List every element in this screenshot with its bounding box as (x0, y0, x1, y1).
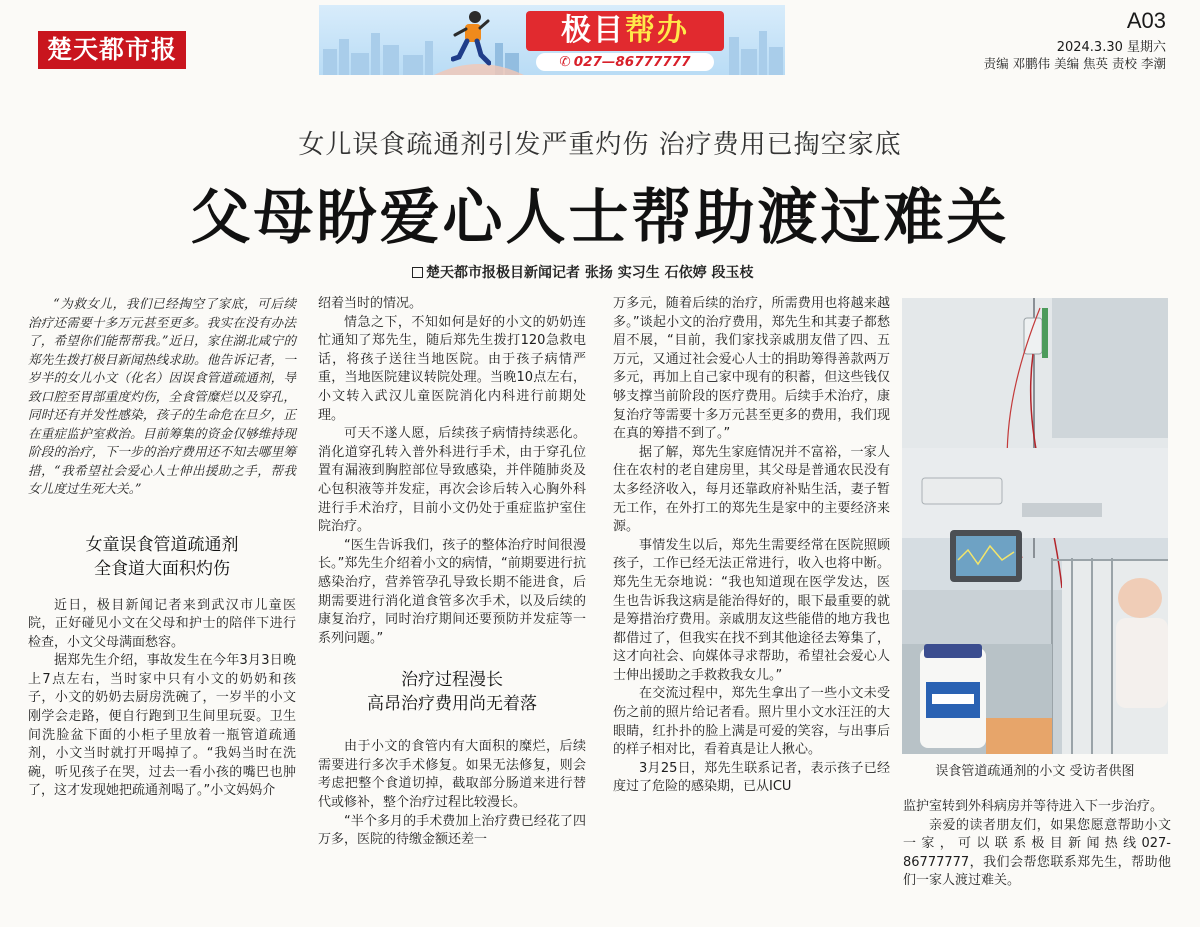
helpdesk-logo (526, 11, 724, 69)
article-column-2 (318, 295, 586, 850)
section-heading-1: 女童误食管道疏通剂 全食道大面积灼伤 (85, 534, 239, 579)
paragraph: 绍着当时的情况。 (318, 296, 423, 311)
paragraph: “半个多月的手术费加上治疗费已经花了四万多，医院的待缴金额还差一 (318, 813, 586, 848)
article-column-1 (28, 295, 296, 801)
article-column-3 (613, 295, 890, 797)
article-subheadline: 女儿误食疏通剂引发严重灼伤 治疗费用已掏空家底 (298, 130, 902, 160)
paragraph: 3月25日，郑先生联系记者，表示孩子已经度过了危险的感染期，已从ICU (613, 760, 890, 795)
square-bullet-icon (412, 267, 423, 278)
editor-credits: 责编 邓鹏伟 美编 焦英 责校 李潮 (983, 56, 1166, 71)
issue-date: 2024.3.30 星期六 (1056, 40, 1166, 55)
article-headline: 父母盼爱心人士帮助渡过难关 (190, 183, 1010, 253)
paragraph: 据了解，郑先生家庭情况并不富裕，一家人住在农村的老自建房里，其父母是普通农民没有太多经济收入，每月还靠政府补贴生活，妻子暂无工作，在外打工的郑先生是家中的主要经济来源。 (613, 444, 890, 535)
hospital-photo (902, 298, 1168, 754)
paragraph: 亲爱的读者朋友们，如果您愿意帮助小文一家，可以联系极目新闻热线027-86777777，我们会帮您联系郑先生，帮助他们一家人渡过难关。 (903, 817, 1171, 889)
paragraph: 情急之下，不知如何是好的小文的奶奶连忙通知了郑先生，随后郑先生拨打120急救电话，将孩子送往当地医院。由于孩子病情严重，当地医院建议转院处理。当晚10点左右，小文转入武汉儿童医院消化内科进行前期处理。 (318, 314, 586, 423)
helpdesk-phone: ✆ 027—86777777 (536, 53, 714, 71)
paragraph: “医生告诉我们，孩子的整体治疗时间很漫长。”郑先生介绍着小文的病情，“前期要进行抗感染治疗，营养管孕孔导致长期不能进食，后期需要进行消化道食管多次手术，以及后续的康复治疗，同时治疗期间还要预防并发症等一系列问题。” (318, 537, 586, 646)
runner-icon (451, 9, 491, 71)
phone-icon: ✆ (559, 54, 571, 70)
masthead-logo: 楚天都市报 (38, 31, 186, 69)
paragraph: 事情发生以后，郑先生需要经常在医院照顾孩子，工作已经无法正常进行，收入也将中断。郑先生无奈地说：“我也知道现在医学发达，医生也告诉我这病是能治得好的，眼下最重要的就是筹措治疗费用。亲戚朋友这些能借的地方我也都借过了，但我实在找不到其他途径去筹集了，这才向社会、向媒体寻求帮助，希望社会爱心人士伸出援助之手救救我女儿。” (613, 537, 890, 683)
page-number: A03 (1126, 8, 1166, 33)
article-intro: “为救女儿，我们已经掏空了家底，可后续治疗还需要十多万元甚至更多。我实在没有办法了，希望你们能帮帮我。”近日，家住湖北咸宁的郑先生拨打极目新闻热线求助。他告诉记者，一岁半的女儿小文（化名）因误食管道疏通剂，导致口腔至胃部重度灼伤，全食管糜烂以及穿孔，同时还有并发性感染，孩子的生命危在旦夕，正在重症监护室救治。目前筹集的资金仅够维持现阶段的治疗，下一步的治疗费用还不知去哪里筹措，“我希望社会爱心人士伸出援助之手，帮我女儿度过生死大关。” (28, 296, 296, 496)
article-byline: 楚天都市报极目新闻记者 张扬 实习生 石依婷 段玉枝 (412, 262, 754, 282)
section-heading-2: 治疗过程漫长 高昂治疗费用尚无着落 (367, 670, 537, 715)
article-column-4 (903, 798, 1171, 891)
paragraph: 可天不遂人愿，后续孩子病情持续恶化。消化道穿孔转入普外科进行手术，由于穿孔位置有漏液到胸腔部位导致感染，并伴随肺炎及心包积液等并发症，再次会诊后转入心胸外科进行手术治疗，目前小文仍处于重症监护室住院治疗。 (318, 426, 586, 535)
paragraph: 在交流过程中，郑先生拿出了一些小文未受伤之前的照片给记者看。照片里小文水汪汪的大眼睛，红扑扑的脸上满是可爱的笑容，与出事后的样子相对比，看着真是让人揪心。 (613, 686, 890, 758)
paragraph: 据郑先生介绍，事故发生在今年3月3日晚上7点左右，当时家中只有小文的奶奶和孩子，小文的奶奶去厨房洗碗了，一岁半的小文刚学会走路，便自行跑到卫生间里玩耍。卫生间洗脸盆下面的小柜子里放着一瓶管道疏通剂，小文当时就打开喝掉了。“我妈当时在洗碗，听见孩子在哭，过去一看小孩的嘴巴也肿了，这才发现她把疏通剂喝了。”小文妈妈介 (28, 653, 296, 799)
hospital-room-illustration (902, 298, 1168, 754)
photo-caption: 误食管道疏通剂的小文 受访者供图 (935, 764, 1135, 779)
helpdesk-banner (319, 5, 785, 75)
page-header (0, 0, 1200, 80)
paragraph: 近日，极目新闻记者来到武汉市儿童医院，正好碰见小文在父母和护士的陪伴下进行检查，小文父母满面愁容。 (28, 597, 296, 650)
helpdesk-title: 极目帮办 (526, 11, 724, 51)
paragraph: 万多元，随着后续的治疗，所需费用也将越来越多。”谈起小文的治疗费用，郑先生和其妻子都愁眉不展，“目前，我们家找亲戚朋友借了四、五万元，又通过社会爱心人士的捐助筹得善款两万多元，再加上自己家中现有的积蓄，但这些钱仅够支撑当前阶段的医疗费用。后续手术治疗，康复治疗等需要十多万元甚至更多的费用，我们现在真的筹措不到了。” (613, 296, 890, 442)
paragraph: 监护室转到外科病房并等待进入下一步治疗。 (903, 799, 1164, 814)
paragraph: 由于小文的食管内有大面积的糜烂，后续需要进行多次手术修复。如果无法修复，则会考虑把整个食道切掉，截取部分肠道来进行替代或修补，整个治疗过程比较漫长。 (318, 739, 586, 811)
